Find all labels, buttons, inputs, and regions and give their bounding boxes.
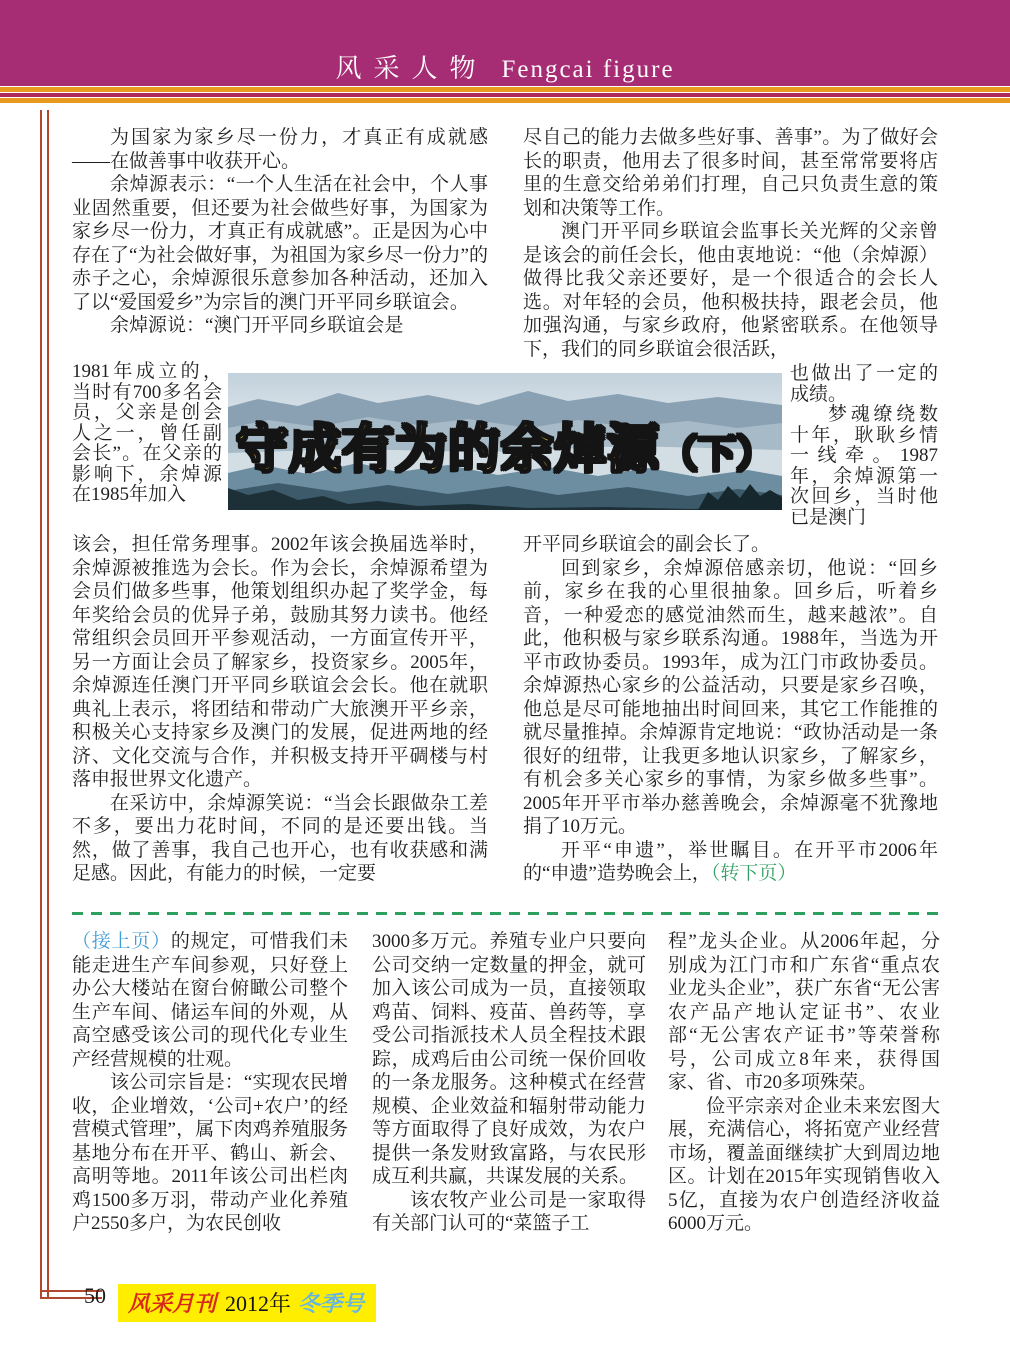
paragraph-text: 开平“申遗”，举世瞩目。在开平市2006年的“申遗”造势晚会上， xyxy=(523,839,938,884)
paragraph: 俭平宗亲对企业未来宏图大展，充满信心，将拓宽产业经营市场，覆盖面继续扩大到周边地区。计划在2015年实现销售收入5亿，直接为农户创造经济收益6000万元。 xyxy=(668,1095,940,1234)
paragraph: 回到家乡，余焯源倍感亲切，他说：“回乡前，家乡在我的心里很抽象。回乡后，听着乡音，一种爱恋的感觉油然而生，越来越浓”。自此，他积极与家乡联系沟通。1988年，当选为开平市政协委员。1993年，成为江门市政协委员。余焯源热心家乡的公益活动，只要是家乡召唤，他总是尽可能地抽出时间回来，其它工作能推的就尽量推掉。余焯源肯定地说：“政协活动是一条很好的纽带，让我更多地认识家乡，了解家乡，有机会多关心家乡的事情，为家乡做多些事”。2005年开平市举办慈善晚会，余焯源毫不犹豫地捐了10万元。 xyxy=(523,557,938,837)
banner-photo xyxy=(228,373,782,510)
paragraph: 尽自己的能力去做多些好事、善事”。为了做好会长的职责，他用去了很多时间，甚至常常要将店里的生意交给弟弟们打理，自己只负责生意的策划和决策等工作。 xyxy=(523,127,938,219)
paragraph: 在采访中，余焯源笑说：“当会长跟做杂工差不多，要出力花时间，不同的是还要出钱。当然，做了善事，我自己也开心，也有收获感和满足感。因此，有能力的时候，一定要 xyxy=(72,792,488,884)
paragraph: 1981年成立的，当时有700多名会员，父亲是创会人之一，曾任副会长”。在父亲的影响下，余焯源在1985年加入 xyxy=(72,361,222,505)
section-title-en: Fengcai figure xyxy=(501,56,675,83)
page-number: 50 xyxy=(84,1283,106,1308)
right-column-top xyxy=(523,126,938,361)
magazine-issue: 冬季号 xyxy=(298,1291,365,1316)
page-header xyxy=(0,0,1010,86)
turn-page-note: （转下页） xyxy=(710,863,797,884)
paragraph: 余焯源表示：“一个人生活在社会中，个人事业固然重要，但还要为社会做些好事，为国家为家乡尽一份力，才真正有成就感”。正是因为心中存在了“为社会做好事，为祖国为家乡尽一份力”的赤子之心，余焯源很乐意参加各种活动，还加入了以“爱国爱乡”为宗旨的澳门开平同乡联谊会。 xyxy=(72,174,488,313)
paragraph-text: 的规定，可惜我们未能走进生产车间参观，只好登上办公大楼站在窗台俯瞰公司整个生产车间、储运车间的外观，从高空感受该公司的现代化专业生产经营规模的壮观。 xyxy=(72,931,348,1070)
paragraph xyxy=(523,839,938,886)
header-stripe-orange-top xyxy=(0,87,1010,92)
banner-title xyxy=(228,407,782,482)
magazine-badge xyxy=(118,1284,376,1322)
dashed-divider xyxy=(72,912,940,915)
paragraph: 开平同乡联谊会的副会长了。 xyxy=(523,534,771,555)
left-margin-rule xyxy=(40,110,49,1298)
left-column-top xyxy=(72,126,488,338)
left-column-beside-photo xyxy=(72,362,222,506)
banner-title-suffix: （下） xyxy=(660,432,775,476)
paragraph: 程”龙头企业。从2006年起，分别成为江门市和广东省“重点农业龙头企业”，获广东省“无公害农产品产地认定证书”、农业部“无公害农产证书”等荣誉称号，公司成立8年来，获得国家、省、市20多项殊荣。 xyxy=(668,931,940,1093)
paragraph: 该公司宗旨是：“实现农民增收，企业增效，‘公司+农户’的经营模式管理”，属下肉鸡养殖服务基地分布在开平、鹤山、新会、高明等地。2011年该公司出栏肉鸡1500多万羽，带动产业化养殖户2550多户，为农民创收 xyxy=(72,1072,348,1234)
paragraph: 为国家为家乡尽一份力，才真正有成就感——在做善事中收获开心。 xyxy=(72,127,488,172)
right-column-beside-photo xyxy=(790,364,938,528)
continuation-column-1 xyxy=(72,930,348,1236)
magazine-name: 风采月刊 xyxy=(128,1291,217,1316)
left-column-bottom xyxy=(72,533,488,886)
paragraph: 余焯源说：“澳门开平同乡联谊会是 xyxy=(110,315,404,336)
magazine-year: 2012年 xyxy=(225,1291,292,1316)
right-column-bottom xyxy=(523,533,938,886)
header-stripe-orange-bottom xyxy=(0,98,1010,103)
paragraph: 也做出了一定的成绩。 xyxy=(790,363,938,405)
paragraph: 该农牧产业公司是一家取得有关部门认可的“菜篮子工 xyxy=(372,1189,646,1234)
continued-from-note: （接上页） xyxy=(72,931,171,952)
paragraph xyxy=(72,930,348,1071)
section-title xyxy=(0,48,1010,85)
paragraph: 3000多万元。养殖专业户只要向公司交纳一定数量的押金，就可加入该公司成为一员，直接领取鸡苗、饲料、疫苗、兽药等，享受公司指派技术人员全程技术跟踪，成鸡后由公司统一保价回收的一条龙服务。这种模式在经营规模、企业效益和辐射带动能力等方面取得了良好成效，为农户提供一条发财致富路，与农民形成互利共赢，共谋发展的关系。 xyxy=(372,931,646,1187)
continuation-column-2 xyxy=(372,930,646,1236)
banner-title-text: 守成有为的余焯源 xyxy=(235,420,660,480)
paragraph: 梦魂缭绕数十年，耿耿乡情一线牵。1987年，余焯源第一次回乡，当时他已是澳门 xyxy=(790,404,938,528)
section-title-cn: 风采人物 xyxy=(335,54,488,83)
continuation-column-3 xyxy=(668,930,940,1236)
header-stripe-crimson xyxy=(0,93,1010,97)
paragraph: 澳门开平同乡联谊会监事长关光辉的父亲曾是该会的前任会长，他由衷地说：“他（余焯源）做得比我父亲还要好，是一个很适合的会长人选。对年轻的会员，他积极扶持，跟老会员，他加强沟通，与家乡政府，他紧密联系。在他领导下，我们的同乡联谊会很活跃， xyxy=(523,221,938,360)
paragraph: 该会，担任常务理事。2002年该会换届选举时，余焯源被推选为会长。作为会长，余焯源希望为会员们做多些事，他策划组织办起了奖学金，每年奖给会员的优异子弟，鼓励其努力读书。他经常组织会员回开平参观活动，一方面宣传开平，另一方面让会员了解家乡，投资家乡。2005年，余焯源连任澳门开平同乡联谊会会长。他在就职典礼上表示，将团结和带动广大旅澳开平乡亲，积极关心支持家乡及澳门的发展，促进两地的经济、文化交流与合作，并积极支持开平碉楼与村落申报世界文化遗产。 xyxy=(72,534,488,790)
